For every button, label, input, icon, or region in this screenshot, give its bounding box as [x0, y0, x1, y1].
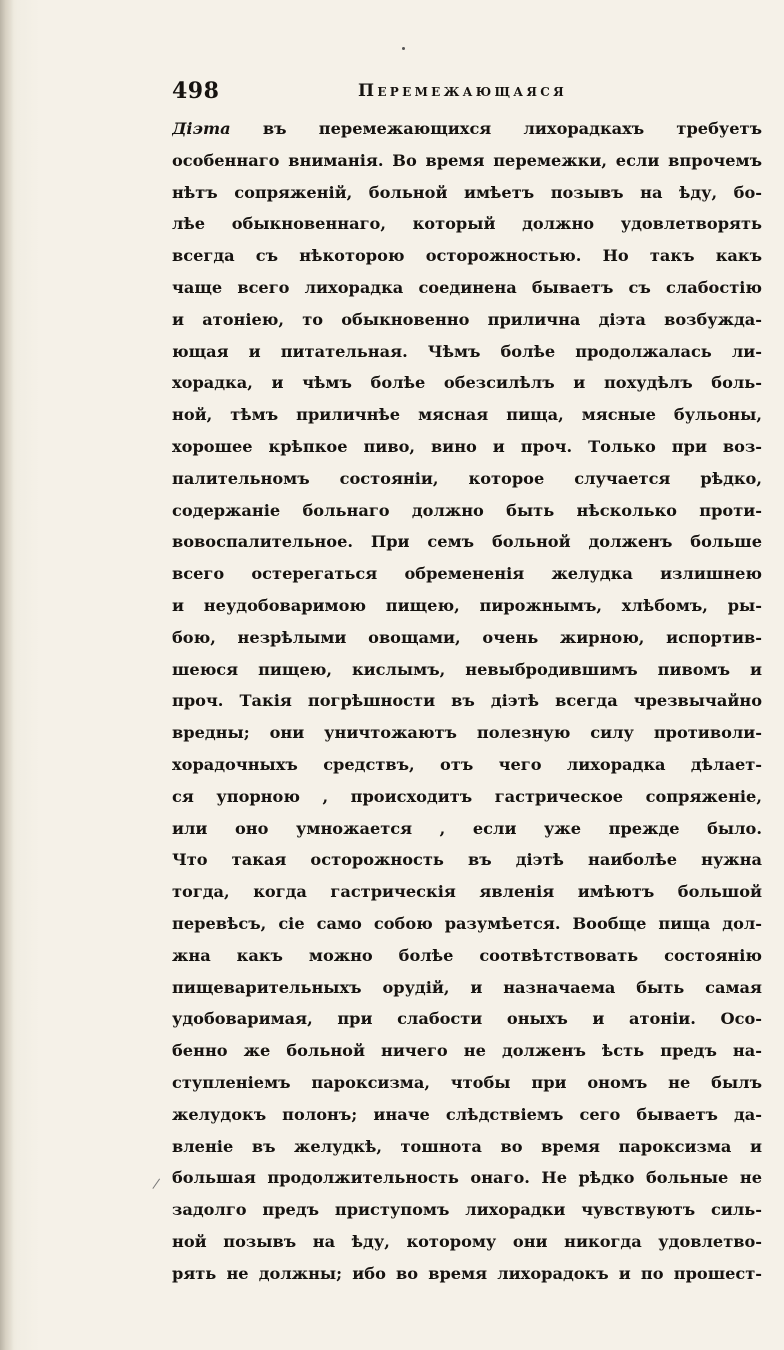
- text-line: хорадка, и чѣмъ болѣе обезсилѣлъ и похудѣлъ боль-: [172, 373, 762, 393]
- page-number: 498: [172, 78, 220, 104]
- text-line: чаще всего лихорадка соединена бываетъ съ слабостію: [172, 277, 762, 297]
- text-line: особеннаго вниманія. Во время перемежки, если впрочемъ: [172, 150, 762, 170]
- text-line: желудокъ полонъ; иначе слѣдствіемъ сего бываетъ да-: [172, 1104, 762, 1124]
- text-line: нѣтъ сопряженій, больной имѣетъ позывъ на ѣду, бо-: [172, 182, 762, 202]
- text-line: содержаніе больнаго должно быть нѣсколько проти-: [172, 500, 762, 520]
- text-line: жна какъ можно болѣе соотвѣтствовать состоянію: [172, 945, 762, 965]
- text-line: перевѣсъ, сіе само собою разумѣется. Вообще пища дол-: [172, 913, 762, 933]
- italic-lead-word: Діэта: [172, 119, 231, 138]
- text-line: лѣе обыкновеннаго, который должно удовлетворять: [172, 214, 762, 234]
- text-line: вовоспалительное. При семъ больной долженъ больше: [172, 532, 762, 552]
- text-line: ной, тѣмъ приличнѣе мясная пища, мясные бульоны,: [172, 405, 762, 425]
- text-line: бенно же больной ничего не долженъ ѣсть предъ на-: [172, 1041, 762, 1061]
- text-line: бою, незрѣлыми овощами, очень жирною, испортив-: [172, 627, 762, 647]
- text-line: пищеварительныхъ орудій, и назначаема быть самая: [172, 977, 762, 997]
- text-line: хорадочныхъ средствъ, отъ чего лихорадка дѣлает-: [172, 754, 762, 774]
- text-line: Что такая осторожность въ діэтѣ наиболѣе нужна: [172, 850, 762, 870]
- text-line: и атоніею, то обыкновенно прилична діэта возбужда-: [172, 309, 762, 329]
- text-line: тогда, когда гастрическія явленія имѣютъ большой: [172, 882, 762, 902]
- text-line: большая продолжительность онаго. Не рѣдко больные не: [172, 1168, 762, 1188]
- text-line: хорошее крѣпкое пиво, вино и проч. Только при воз-: [172, 436, 762, 456]
- text-line: ся упорною , происходитъ гастрическое сопряженіе,: [172, 786, 762, 806]
- text-line: Діэта въ перемежающихся лихорадкахъ требуетъ: [172, 119, 762, 138]
- running-title: Перемежающаяся: [358, 81, 567, 101]
- body-text: [172, 113, 762, 1289]
- text-line: всегда съ нѣкоторою осторожностью. Но такъ какъ: [172, 246, 762, 266]
- text-line: ной позывъ на ѣду, которому они никогда удовлетво-: [172, 1231, 762, 1251]
- stray-ink-mark: [152, 1179, 166, 1194]
- text-line: задолго предъ приступомъ лихорадки чувствуютъ силь-: [172, 1200, 762, 1220]
- text-line: рять не должны; ибо во время лихорадокъ и по прошест-: [172, 1263, 762, 1283]
- text-line: шеюся пищею, кислымъ, невыбродившимъ пивомъ и: [172, 659, 762, 679]
- text-line: или оно умножается , если уже прежде было.: [172, 818, 762, 838]
- binding-shadow: [0, 0, 14, 1350]
- text-line: всего остерегаться обремененія желудка излишнею: [172, 564, 762, 584]
- text-line: ступленіемъ пароксизма, чтобы при ономъ не былъ: [172, 1072, 762, 1092]
- page-header: [172, 78, 762, 108]
- text-line: палительномъ состояніи, которое случается рѣдко,: [172, 468, 762, 488]
- text-line: ющая и питательная. Чѣмъ болѣе продолжалась ли-: [172, 341, 762, 361]
- text-line: удобоваримая, при слабости оныхъ и атоніи. Осо-: [172, 1009, 762, 1029]
- text-line: проч. Такія погрѣшности въ діэтѣ всегда чрезвычайно: [172, 691, 762, 711]
- text-line: и неудобоваримою пищею, пирожнымъ, хлѣбомъ, ры-: [172, 595, 762, 615]
- text-line: вредны; они уничтожаютъ полезную силу противоли-: [172, 723, 762, 743]
- paper-speck: [402, 47, 405, 50]
- text-line: вленіе въ желудкѣ, тошнота во время пароксизма и: [172, 1136, 762, 1156]
